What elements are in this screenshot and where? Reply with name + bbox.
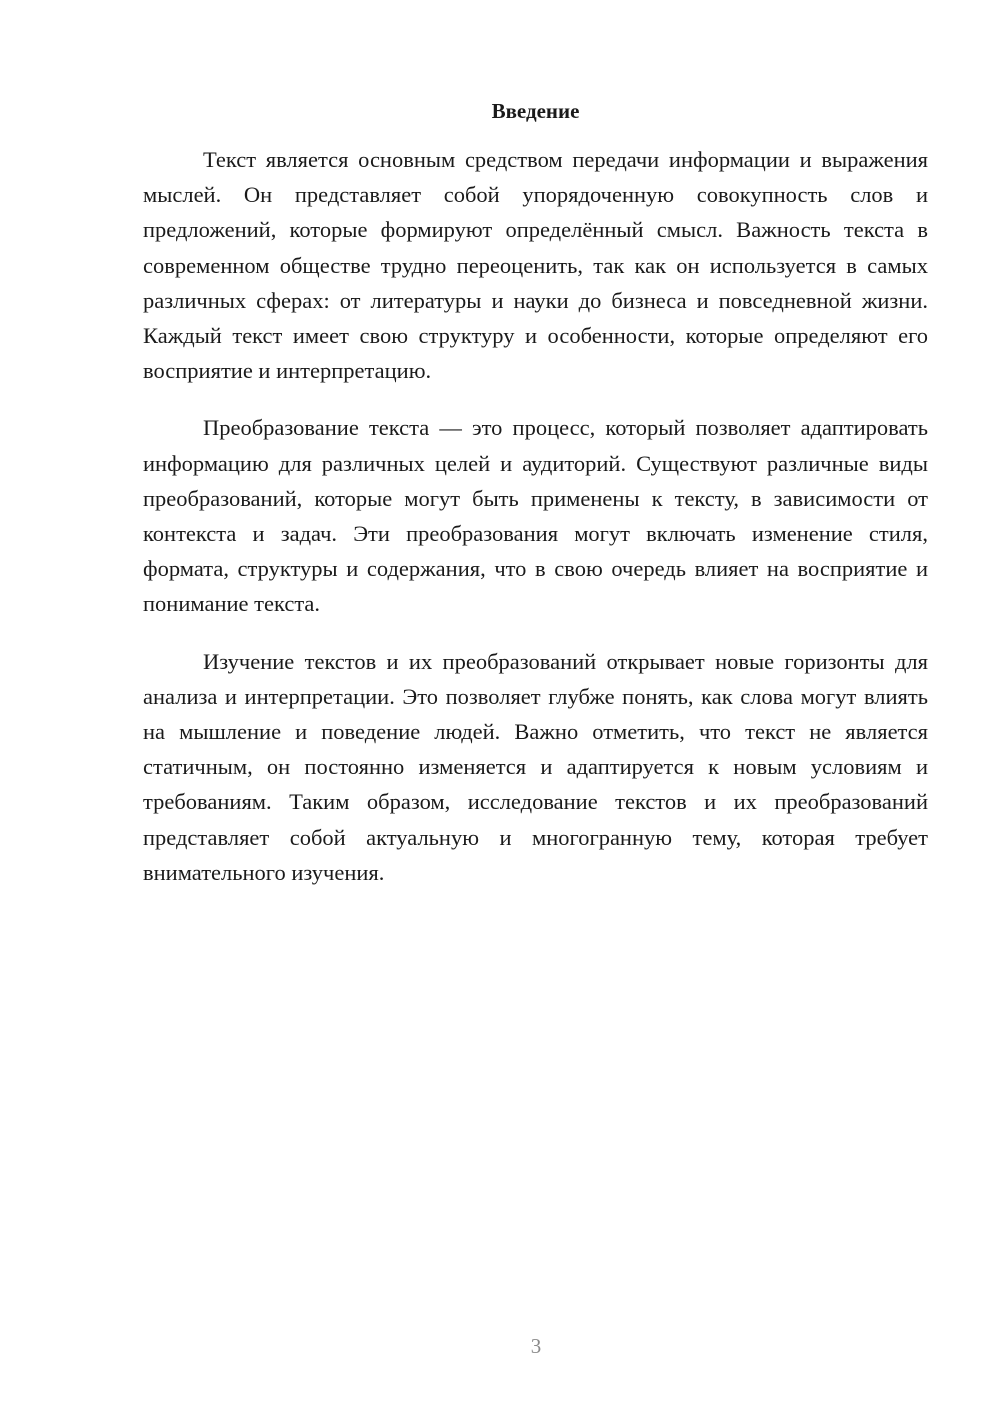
body-text (143, 142, 928, 912)
section-heading: Введение (491, 99, 580, 123)
paragraph-introduction-text: Текст является основным средством передачи информации и выражения мыслей. Он представляет собой упорядоченную совокупность слов и предложений, которые формируют определённый смысл. Важность текста в современном обществе трудно переоценить, так как он используется в самых различных сферах: от литературы и науки до бизнеса и повседневной жизни. Каждый текст имеет свою структуру и особенности, которые определяют его восприятие и интерпретацию. (143, 147, 928, 384)
page-number: 3 (530, 1334, 542, 1358)
paragraph-study-of-texts: Изучение текстов и их преобразований открывает новые горизонты для анализа и интерпретации. Это позволяет глубже понять, как слова могут влиять на мышление и поведение людей. Важно отметить, что текст не является статичным, он постоянно изменяется и адаптируется к новым условиям и требованиям. Таким образом, исследование текстов и их преобразований представляет собой актуальную и многогранную тему, которая требует внимательного изучения. (143, 648, 928, 885)
paragraph-text-transformation: Преобразование текста — это процесс, который позволяет адаптировать информацию для различных целей и аудиторий. Существуют различные виды преобразований, которые могут быть применены к тексту, в зависимости от контекста и задач. Эти преобразования могут включать изменение стиля, формата, структуры и содержания, что в свою очередь влияет на восприятие и понимание текста. (143, 415, 928, 617)
